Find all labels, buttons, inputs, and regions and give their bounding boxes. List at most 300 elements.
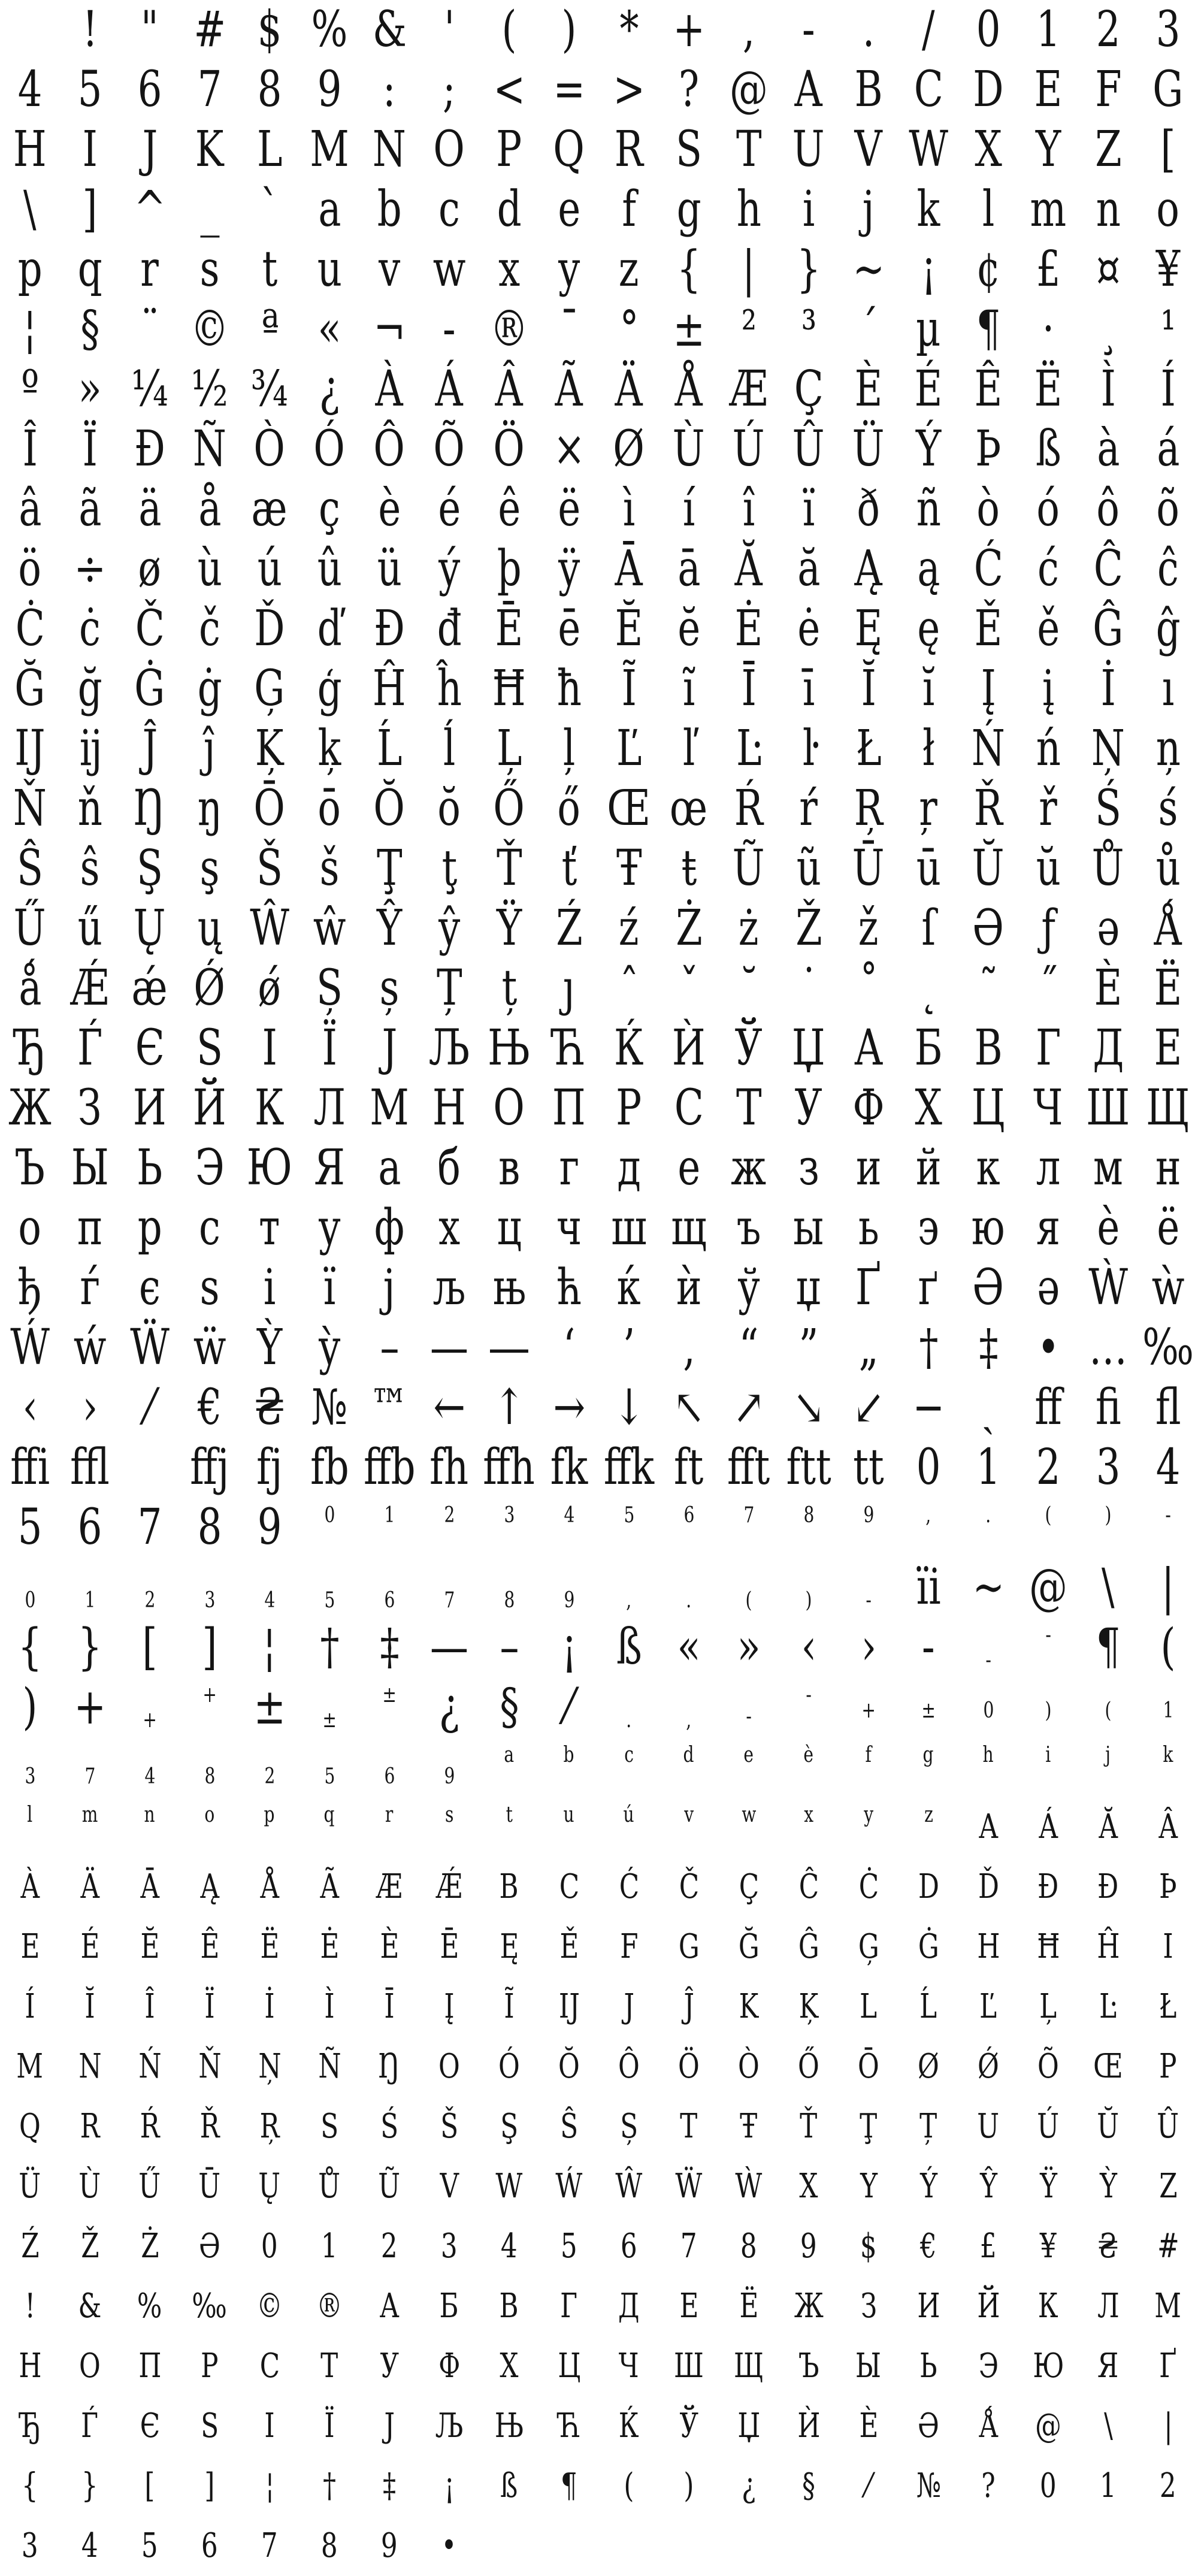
glyph-cell [240,659,300,719]
glyph-cell [779,2276,839,2336]
glyph-cell [539,2516,599,2576]
glyph-cell [1078,1078,1138,1138]
glyph-cell [898,1078,958,1138]
glyph: 4 [1155,1439,1181,1496]
glyph-cell [779,180,839,240]
glyph: • [441,2526,457,2565]
glyph-cell [958,2276,1018,2336]
glyph: Ū [852,840,885,897]
glyph-row [0,1917,1198,1977]
glyph-cell [180,1018,240,1078]
glyph-cell [180,1617,240,1677]
glyph-cell [479,2097,539,2157]
glyph-cell [1078,1677,1138,1737]
glyph: 6 [137,61,162,118]
glyph: м [1093,1139,1123,1196]
glyph-cell [898,1198,958,1258]
glyph-cell [539,1977,599,2037]
glyph: ¿ [438,1679,460,1736]
glyph-cell [1138,240,1198,300]
glyph: ѝ [676,1259,702,1316]
glyph: Ŧ [616,840,642,897]
glyph: ё [1157,1199,1179,1256]
glyph: - [802,1,815,58]
glyph-cell [539,1258,599,1318]
glyph-cell [479,1558,539,1617]
glyph-cell [958,539,1018,599]
glyph: § [500,1679,519,1736]
glyph-cell [539,1797,599,1857]
glyph: ¼ [131,361,168,418]
glyph-cell [659,659,719,719]
glyph-cell [539,779,599,839]
glyph: ffi [10,1439,50,1496]
glyph: Ŏ [558,2047,580,2086]
glyph-cell [659,180,719,240]
glyph-cell [359,1977,419,2037]
glyph: и [855,1139,882,1196]
glyph: ¿ [319,361,340,418]
glyph-cell [359,2336,419,2396]
glyph-cell [60,719,120,779]
glyph-cell [180,1438,240,1498]
glyph: • [1037,1319,1060,1376]
glyph: Z [1158,2167,1178,2206]
glyph-cell [0,1378,60,1438]
glyph-row [0,300,1198,359]
glyph: n [1096,181,1121,238]
glyph-cell [300,2336,359,2396]
glyph: ÷ [74,540,106,597]
glyph-cell [1018,899,1078,959]
glyph: ș [379,960,400,1017]
glyph-cell [180,359,240,419]
glyph-cell [839,539,898,599]
glyph-cell [359,1138,419,1198]
glyph-cell [1078,419,1138,479]
glyph: ė [797,600,820,657]
glyph: ˆ [619,960,639,1017]
glyph-cell [180,1977,240,2037]
glyph-cell [180,899,240,959]
glyph-cell [0,1737,60,1797]
glyph-cell [779,2396,839,2456]
glyph-cell [1138,839,1198,899]
glyph: − [912,1379,945,1436]
glyph: Ê [974,361,1003,418]
glyph: % [311,1,348,58]
glyph-cell [60,779,120,839]
glyph-cell [599,1797,659,1857]
glyph: ¢ [976,241,1001,298]
glyph-cell [0,1258,60,1318]
glyph: u [317,241,342,298]
glyph-cell [1138,959,1198,1018]
glyph: ì [622,480,636,537]
glyph: ± [673,301,705,358]
glyph-cell [180,300,240,359]
glyph: § [80,301,99,358]
glyph: M [310,121,349,178]
glyph-cell [359,2037,419,2097]
glyph-cell [240,899,300,959]
glyph: Ć [619,1867,639,1906]
glyph-cell [359,2157,419,2217]
glyph: ų [197,900,222,957]
glyph: * [619,1,639,58]
glyph-cell [300,839,359,899]
glyph: Ы [855,2347,882,2385]
glyph-cell [120,1438,180,1498]
glyph: І [262,1020,277,1077]
glyph: X [799,2167,818,2206]
glyph: Ė [320,1927,339,1966]
glyph-cell [479,599,539,659]
glyph-cell [539,120,599,180]
glyph-cell [659,1198,719,1258]
glyph-cell [779,1198,839,1258]
glyph-cell [240,2336,300,2396]
glyph: A [794,61,823,118]
glyph: ? [981,2466,996,2505]
glyph-cell [1078,0,1138,60]
glyph-cell [0,599,60,659]
glyph-cell [659,779,719,839]
glyph: Ę [854,600,883,657]
glyph-cell [958,1917,1018,1977]
glyph-cell [1018,719,1078,779]
glyph: Û [792,421,825,477]
glyph-cell [539,2396,599,2456]
glyph: Г [1035,1020,1061,1077]
glyph: Ĥ [373,660,406,717]
glyph-cell [120,839,180,899]
glyph-cell [300,1498,359,1558]
glyph-cell [120,359,180,419]
glyph-cell [359,359,419,419]
glyph-cell [1078,2097,1138,2157]
glyph-cell [898,1558,958,1617]
glyph: fj [256,1439,283,1496]
glyph-cell [359,2097,419,2157]
glyph-cell [1138,2037,1198,2097]
glyph-cell [60,1498,120,1558]
glyph-cell [479,779,539,839]
glyph: ® [316,2287,343,2326]
glyph: g [676,181,701,238]
glyph: П [138,2347,162,2385]
glyph-cell [240,1677,300,1737]
glyph: Љ [428,1020,470,1077]
glyph-row [0,2336,1198,2396]
glyph: ð [857,480,881,537]
glyph: ¬ [373,301,406,358]
glyph: Ж [794,2287,824,2326]
glyph: М [370,1080,409,1136]
glyph-cell [539,1378,599,1438]
glyph-cell [599,2157,659,2217]
glyph: É [80,1927,99,1966]
glyph-cell [60,899,120,959]
glyph: t [506,1803,513,1827]
glyph: ї [323,1259,336,1316]
glyph: ¦ [263,1619,276,1676]
glyph: Џ [792,1020,825,1077]
glyph: ÿ [558,540,580,597]
glyph: ⁄ [565,1679,573,1736]
glyph: | [742,241,755,298]
glyph-cell [719,479,779,539]
glyph-cell [180,1078,240,1138]
glyph: 6 [621,2227,637,2266]
glyph-cell [898,1318,958,1378]
glyph-cell [539,599,599,659]
glyph-cell [419,2097,479,2157]
glyph-cell [0,719,60,779]
glyph-cell [599,899,659,959]
glyph: с [199,1199,220,1256]
glyph-cell [1078,1558,1138,1617]
glyph-cell [60,1677,120,1737]
glyph-cell [60,1737,120,1797]
glyph-cell [0,120,60,180]
glyph-cell [300,1977,359,2037]
glyph: Ō [858,2047,879,2086]
glyph-cell [120,659,180,719]
glyph: ˜ [979,960,998,1017]
glyph-cell [1138,2276,1198,2336]
glyph-cell [659,0,719,60]
glyph-row [0,779,1198,839]
glyph-cell [60,2336,120,2396]
glyph-row [0,2037,1198,2097]
glyph-cell [60,1378,120,1438]
glyph: ‰ [1142,1319,1194,1376]
glyph: v [378,241,401,298]
glyph: Ẁ [735,2167,763,2206]
glyph: Р [201,2347,219,2385]
glyph-cell [359,2456,419,2516]
glyph-cell [1138,2516,1198,2576]
glyph-cell [419,1498,479,1558]
glyph-cell [180,2097,240,2157]
glyph: Є [135,1020,165,1077]
glyph: 3 [441,2227,458,2266]
glyph: Ż [675,900,703,957]
glyph-cell [180,1558,240,1617]
glyph-cell [719,60,779,120]
glyph: Ţ [860,2107,878,2146]
glyph: O [433,121,465,178]
glyph: д [617,1139,641,1196]
glyph: ( [501,1,517,58]
glyph: § [802,2466,815,2505]
glyph: w [741,1803,757,1827]
glyph-cell [359,659,419,719]
glyph-cell [1138,1138,1198,1198]
glyph-cell [539,1857,599,1917]
glyph-cell [1078,1977,1138,2037]
glyph-row [0,0,1198,60]
glyph: Ù [673,421,705,477]
glyph-cell [359,1318,419,1378]
glyph-cell [539,2456,599,2516]
glyph-cell [779,899,839,959]
glyph: À [375,361,404,418]
glyph-cell [719,1498,779,1558]
glyph: Ñ [193,421,226,477]
glyph: " [141,1,159,58]
glyph-cell [898,1977,958,2037]
glyph-row [0,1498,1198,1558]
glyph-cell [1018,539,1078,599]
glyph: Ũ [733,840,765,897]
glyph-cell [1078,180,1138,240]
glyph: † [919,1319,938,1376]
glyph-cell [60,1617,120,1677]
glyph-cell [300,1378,359,1438]
glyph: 9 [317,61,342,118]
glyph-cell [359,1198,419,1258]
glyph: ű [77,900,102,957]
glyph-cell [359,1558,419,1617]
glyph-cell [0,1857,60,1917]
glyph-cell [719,719,779,779]
glyph: ņ [1155,720,1181,777]
glyph: Ž [80,2227,99,2266]
glyph-row [0,1438,1198,1498]
glyph: Â [495,361,524,418]
glyph-cell [479,2276,539,2336]
glyph-cell [779,1558,839,1617]
glyph: ļ [562,720,576,777]
glyph-cell [60,1797,120,1857]
glyph-row [0,479,1198,539]
glyph-cell [898,2456,958,2516]
glyph-cell [60,479,120,539]
glyph-cell [60,120,120,180]
glyph: ↖ [673,1379,705,1436]
glyph-cell [120,2396,180,2456]
glyph-cell [479,419,539,479]
glyph-cell [599,1498,659,1558]
glyph-cell [1078,60,1138,120]
glyph: û [317,540,342,597]
glyph: ī [802,660,815,717]
glyph-cell [240,2157,300,2217]
glyph: k [1163,1743,1173,1767]
glyph: Ĳ [558,1987,580,2026]
glyph: Ã [555,361,583,418]
glyph-cell [1138,0,1198,60]
glyph-cell [659,2336,719,2396]
glyph-cell [60,659,120,719]
glyph-cell [479,1258,539,1318]
glyph-cell [180,1677,240,1737]
glyph: Ẃ [555,2167,583,2206]
glyph: ћ [556,1259,582,1316]
glyph-cell [779,1078,839,1138]
glyph-cell [479,1797,539,1857]
glyph-cell [898,300,958,359]
glyph: Ċ [15,600,45,657]
glyph: О [493,1080,525,1136]
glyph: Ą [200,1867,219,1906]
glyph: Ħ [1036,1927,1060,1966]
glyph-cell [479,1078,539,1138]
glyph-cell [300,1558,359,1617]
glyph-cell [599,1138,659,1198]
glyph: A [979,1807,998,1846]
glyph-cell [719,1018,779,1078]
glyph-cell [1138,1498,1198,1558]
glyph: č [199,600,220,657]
glyph-cell [599,959,659,1018]
glyph: Ǽ [436,1867,462,1906]
glyph: Ŧ [740,2107,758,2146]
glyph-cell [180,1857,240,1917]
glyph: D [973,61,1004,118]
glyph-cell [60,1438,120,1498]
glyph: đ [437,600,462,657]
glyph-cell [839,240,898,300]
glyph: ẃ [73,1319,107,1376]
glyph: 5 [17,1499,43,1556]
glyph-cell [659,1438,719,1498]
glyph-cell [599,2516,659,2576]
glyph-cell [539,60,599,120]
glyph-cell [240,2396,300,2456]
glyph-cell [60,2037,120,2097]
glyph-cell [1018,2217,1078,2276]
glyph: ә [1037,1259,1060,1316]
glyph: з [798,1139,819,1196]
glyph: ) [805,1588,812,1613]
glyph: Ẁ [1088,1259,1128,1316]
glyph: ў [737,1259,760,1316]
glyph: ģ [317,660,342,717]
glyph-cell [240,2097,300,2157]
glyph: a [317,181,341,238]
glyph: э [918,1199,939,1256]
glyph: ] [82,181,98,238]
glyph: ← [433,1379,465,1436]
glyph: ± [322,1708,337,1733]
glyph: İ [1100,660,1116,717]
glyph-cell [1078,779,1138,839]
glyph-cell [779,839,839,899]
glyph-cell [779,779,839,839]
glyph: ĝ [1155,600,1181,657]
glyph-cell [779,1438,839,1498]
glyph-cell [240,2217,300,2276]
glyph: Щ [1146,1080,1190,1136]
glyph: Ň [13,780,47,837]
glyph-cell [839,839,898,899]
glyph: Ÿ [496,900,522,957]
glyph: b [564,1743,574,1767]
glyph: fk [550,1439,588,1496]
glyph-cell [599,1198,659,1258]
glyph-cell [839,2097,898,2157]
glyph-cell [1018,599,1078,659]
glyph: È [854,361,883,418]
glyph-cell [479,2456,539,2516]
glyph-cell [1078,719,1138,779]
glyph: Ű [14,900,46,957]
glyph-cell [419,719,479,779]
glyph-cell [958,1617,1018,1677]
